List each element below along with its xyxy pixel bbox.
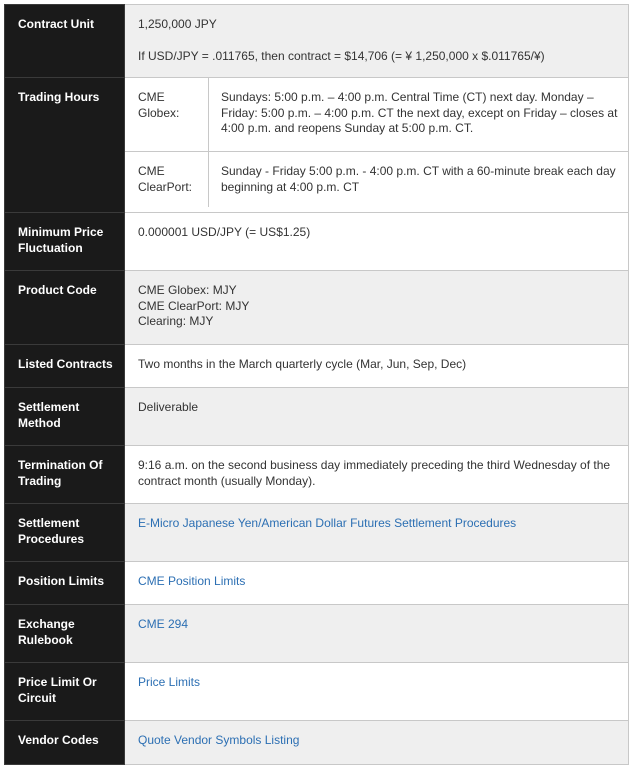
contract-specs-table: [4, 4, 629, 765]
row-value: 0.000001 USD/JPY (= US$1.25): [125, 213, 629, 271]
product-code-line: Clearing: MJY: [138, 314, 214, 328]
row-value: [125, 663, 629, 721]
price-limits-link[interactable]: Price Limits: [138, 675, 201, 689]
row-position-limits: [5, 562, 629, 605]
venue-row-clearport: [125, 152, 628, 208]
venue-name: CME ClearPort:: [125, 152, 209, 208]
rulebook-link[interactable]: CME 294: [138, 617, 189, 631]
row-label: Listed Contracts: [5, 345, 125, 388]
venue-hours: Sunday - Friday 5:00 p.m. - 4:00 p.m. CT with a 60-minute break each day beginning at 4:00 p.m. CT: [221, 164, 616, 194]
row-min-price: [5, 213, 629, 271]
row-value: [125, 5, 629, 78]
row-product-code: [5, 271, 629, 345]
contract-unit-value: 1,250,000 JPY: [138, 17, 217, 31]
row-label: Settlement Procedures: [5, 504, 125, 562]
position-limits-link[interactable]: CME Position Limits: [138, 574, 246, 588]
row-listed-contracts: [5, 345, 629, 388]
row-label: Minimum Price Fluctuation: [5, 213, 125, 271]
row-value: [125, 562, 629, 605]
venue-hours: Sundays: 5:00 p.m. – 4:00 p.m. Central Time (CT) next day. Monday – Friday: 5:00 p.m. – 4:00 p.m. CT the next day, except on Friday – closes at 4:00 p.m. and reopens Sunday at 5:00 p.m. CT.: [209, 78, 629, 152]
vendor-symbols-link[interactable]: Quote Vendor Symbols Listing: [138, 733, 300, 747]
row-settlement-method: [5, 388, 629, 446]
row-trading-hours: [5, 78, 629, 213]
row-label: Termination Of Trading: [5, 446, 125, 504]
row-value: [125, 721, 629, 765]
row-vendor-codes: [5, 721, 629, 765]
row-value: [125, 504, 629, 562]
row-label: Exchange Rulebook: [5, 605, 125, 663]
row-label: Settlement Method: [5, 388, 125, 446]
row-label: Contract Unit: [5, 5, 125, 78]
row-contract-unit: [5, 5, 629, 78]
settlement-procedures-link[interactable]: E-Micro Japanese Yen/American Dollar Futures Settlement Procedures: [138, 516, 517, 530]
row-label: Product Code: [5, 271, 125, 345]
venue-row-globex: [125, 78, 628, 152]
row-value: Deliverable: [125, 388, 629, 446]
row-label: Price Limit Or Circuit: [5, 663, 125, 721]
product-code-line: CME ClearPort: MJY: [138, 298, 250, 313]
row-settlement-procedures: [5, 504, 629, 562]
row-value: [125, 605, 629, 663]
row-price-limit: [5, 663, 629, 721]
contract-unit-note: If USD/JPY = .011765, then contract = $14,706 (= ¥ 1,250,000 x $.011765/¥): [138, 48, 545, 63]
row-termination: [5, 446, 629, 504]
product-code-line: CME Globex: MJY: [138, 283, 237, 297]
row-value: Two months in the March quarterly cycle (Mar, Jun, Sep, Dec): [125, 345, 629, 388]
row-rulebook: [5, 605, 629, 663]
trading-hours-subtable: [125, 78, 628, 207]
row-value: [125, 271, 629, 345]
row-value: 9:16 a.m. on the second business day immediately preceding the third Wednesday of the contract month (usually Monday).: [125, 446, 629, 504]
row-value: [125, 78, 629, 213]
venue-name: CME Globex:: [125, 78, 209, 152]
row-label: Vendor Codes: [5, 721, 125, 765]
row-label: Position Limits: [5, 562, 125, 605]
row-label: Trading Hours: [5, 78, 125, 213]
